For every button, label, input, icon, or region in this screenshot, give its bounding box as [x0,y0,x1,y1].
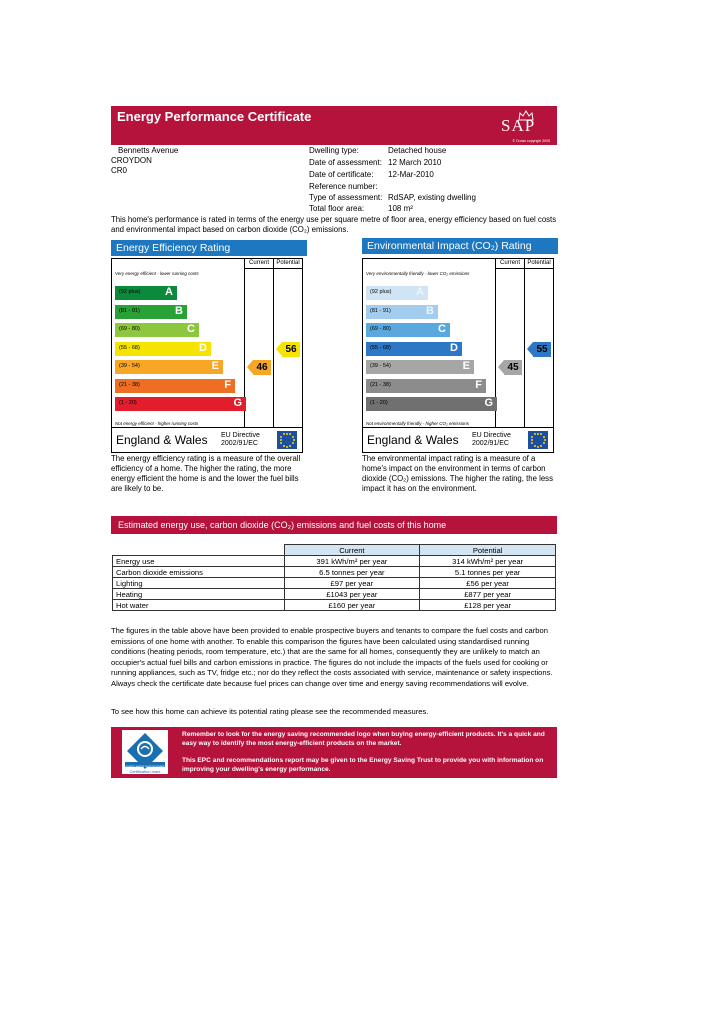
star-icon [289,433,291,435]
star-icon [534,433,536,435]
table-header-empty [113,545,285,556]
address-line-2: CROYDON [111,156,152,165]
star-icon [531,436,533,438]
certificate-title: Energy Performance Certificate [117,109,312,124]
address-line-1: Bennetts Avenue [118,146,179,155]
star-icon [286,446,288,448]
band-range: (39 - 54) [370,363,391,369]
band-range: (81 - 91) [370,307,391,314]
rating-value: 45 [504,360,522,375]
band-range: (55 - 68) [119,344,140,351]
band-range: (81 - 91) [119,307,140,314]
table-cell: £1043 per year [284,589,420,600]
table-cell: Energy use [113,556,285,567]
table-cell: Hot water [113,600,285,611]
estimates-title: Estimated energy use, carbon dioxide (CO₂) emissions and fuel costs of this home [111,516,557,534]
table-cell: £56 per year [420,578,556,589]
table-row [113,567,556,578]
table-cell: £97 per year [284,578,420,589]
table-cell: 314 kWh/m² per year [420,556,556,567]
efficiency-band-g [115,397,246,411]
table-header-current: Current [284,545,420,556]
col-potential-header: Potential [276,260,300,266]
star-icon [293,439,295,441]
environment-band-c [366,323,450,337]
star-icon [540,433,542,435]
energy-saving-logo [122,730,168,774]
table-cell: 391 kWh/m² per year [284,556,420,567]
logo-text: energy saving recommended [125,764,165,768]
star-icon [543,442,545,444]
table-cell: Lighting [113,578,285,589]
band-letter: B [175,304,183,317]
band-range: (92 plus) [119,289,141,295]
band-range: (21 - 38) [119,381,140,388]
environment-top-note: Very environmentally friendly - lower CO₂ emissions [366,271,470,276]
table-cell: £128 per year [420,600,556,611]
band-range: (1 - 20) [119,400,137,406]
efficiency-band-c [115,323,199,337]
table-row [113,578,556,589]
efficiency-title: Energy Efficiency Rating [111,240,307,256]
efficiency-band-a [115,286,177,300]
table-row [113,600,556,611]
efficiency-bottom-note: Not energy efficient - higher running costs [115,421,199,426]
efficiency-directive: EU Directive 2002/91/EC [221,432,260,447]
detail-value: 12-Mar-2010 [388,170,434,179]
table-cell: Heating [113,589,285,600]
detail-label: Total floor area: [309,204,365,213]
detail-value: Detached house [388,146,447,155]
sap-logo [501,110,549,142]
efficiency-panel [111,240,307,256]
band-range: (1 - 20) [370,400,388,406]
sap-copyright: © Crown copyright 2009 [512,139,550,143]
detail-label: Reference number: [309,182,378,191]
star-icon [531,439,533,441]
comparison-paragraph: The figures in the table above have been provided to enable prospective buyers and tenants to compare the fuel costs and carbon emissions of one home with another. To enable this comparison the figures have been calculated using standardised running conditions (heating periods, room temperature, etc.) that are the same for all homes, consequently they are unlikely to match an occupier's actual fuel bills and carbon emissions in practice. The figures do not include the impacts of the fuels used for cooking or running appliances, such as TV, fridge etc.; nor do they reflect the costs associated with service, maintenance or safety inspections. Always check the certificate date because fuel prices can change over time and energy saving recommendations will evolve. [111,626,553,688]
col-current-header: Current [248,260,269,266]
efficiency-band-b [115,305,187,319]
band-range: (69 - 80) [119,326,140,332]
col-potential-header: Potential [527,260,551,266]
band-letter: D [450,341,458,354]
rating-value: 55 [533,342,551,357]
table-cell: 6.5 tonnes per year [284,567,420,578]
rating-value: 46 [253,360,271,375]
band-letter: A [165,286,173,298]
table-header-row [113,545,556,556]
environment-band-d [366,342,462,356]
band-letter: C [438,323,446,335]
eu-flag-icon [277,431,297,449]
star-icon [283,445,285,447]
table-cell: Carbon dioxide emissions [113,567,285,578]
table-row [113,589,556,600]
detail-label: Date of assessment: [309,158,382,167]
band-range: (69 - 80) [370,326,391,332]
intro-text: This home's performance is rated in terms of the energy use per square metre of floor area, energy efficiency based on fuel costs and environmental impact based on carbon dioxide (CO₂) emissions. [111,215,557,234]
table-row [113,556,556,567]
detail-value: 12 March 2010 [388,158,442,167]
environment-chart [362,258,554,453]
environment-band-f [366,379,486,393]
star-icon [292,436,294,438]
efficiency-region: England & Wales [116,433,208,447]
star-icon [286,433,288,435]
band-range: (21 - 38) [370,381,391,388]
environment-band-g [366,397,497,411]
efficiency-top-note: Very energy efficient - lower running costs [115,271,199,276]
environment-description: The environmental impact rating is a measure of a home's impact on the environment in terms of carbon dioxide (CO₂) emissions. The higher the rating, the less impact it has on the environment. [362,454,553,493]
star-icon [280,439,282,441]
band-letter: G [233,397,242,409]
band-letter: E [211,360,219,372]
rating-value: 56 [282,342,300,357]
band-letter: D [199,341,207,354]
environment-band-e [366,360,474,374]
efficiency-band-d [115,342,211,356]
star-icon [540,445,542,447]
efficiency-band-e [115,360,223,374]
footer-text-2: This EPC and recommendations report may be given to the Energy Saving Trust to provide you with information on improving your dwelling's energy performance. [182,757,544,773]
star-icon [534,445,536,447]
band-letter: B [426,304,434,317]
star-icon [280,436,282,438]
star-icon [289,445,291,447]
efficiency-description: The energy efficiency rating is a measure of the overall efficiency of a home. The higher the rating, the more energy efficient the home is and the lower the fuel bills are likely to be. [111,454,301,493]
band-letter: F [475,378,482,391]
band-letter: A [416,286,424,298]
star-icon [531,442,533,444]
table-header-potential: Potential [420,545,556,556]
detail-value: 108 m² [388,204,413,213]
star-icon [292,442,294,444]
environment-region: England & Wales [367,433,459,447]
address-line-3: CR0 [111,166,128,175]
recommendation-paragraph: To see how this home can achieve its potential rating please see the recommended measures. [111,707,429,716]
star-icon [537,446,539,448]
col-current-header: Current [499,260,520,266]
star-icon [537,433,539,435]
band-range: (92 plus) [370,289,392,295]
table-cell: 5.1 tonnes per year [420,567,556,578]
efficiency-chart [111,258,303,453]
environment-title: Environmental Impact (CO₂) Rating [362,238,558,254]
eu-flag-icon [528,431,548,449]
band-letter: E [462,360,470,372]
sap-logo-text: SAP [501,116,536,135]
band-letter: G [484,397,493,409]
footer-banner [111,727,557,778]
efficiency-band-f [115,379,235,393]
band-range: (55 - 68) [370,344,391,351]
environment-bottom-note: Not environmentally friendly - higher CO₂ emissions [366,421,470,426]
table-cell: £160 per year [284,600,420,611]
detail-label: Type of assessment: [309,193,383,202]
detail-label: Dwelling type: [309,146,359,155]
star-icon [283,433,285,435]
environment-band-a [366,286,428,300]
environment-band-b [366,305,438,319]
star-icon [543,436,545,438]
footer-text-1: Remember to look for the energy saving recommended logo when buying energy-efficient products. It's a quick and easy way to identify the most energy-efficient products on the market. [182,731,545,747]
estimates-table [112,544,556,611]
detail-value: RdSAP, existing dwelling [388,193,476,202]
detail-label: Date of certificate: [309,170,374,179]
logo-caption: Certification mark [129,769,161,774]
star-icon [280,442,282,444]
band-letter: F [224,378,231,391]
band-letter: C [187,323,195,335]
environment-panel [362,238,558,254]
table-cell: £877 per year [420,589,556,600]
environment-directive: EU Directive 2002/91/EC [472,432,511,447]
band-range: (39 - 54) [119,363,140,369]
star-icon [544,439,546,441]
certificate-header [111,106,557,145]
